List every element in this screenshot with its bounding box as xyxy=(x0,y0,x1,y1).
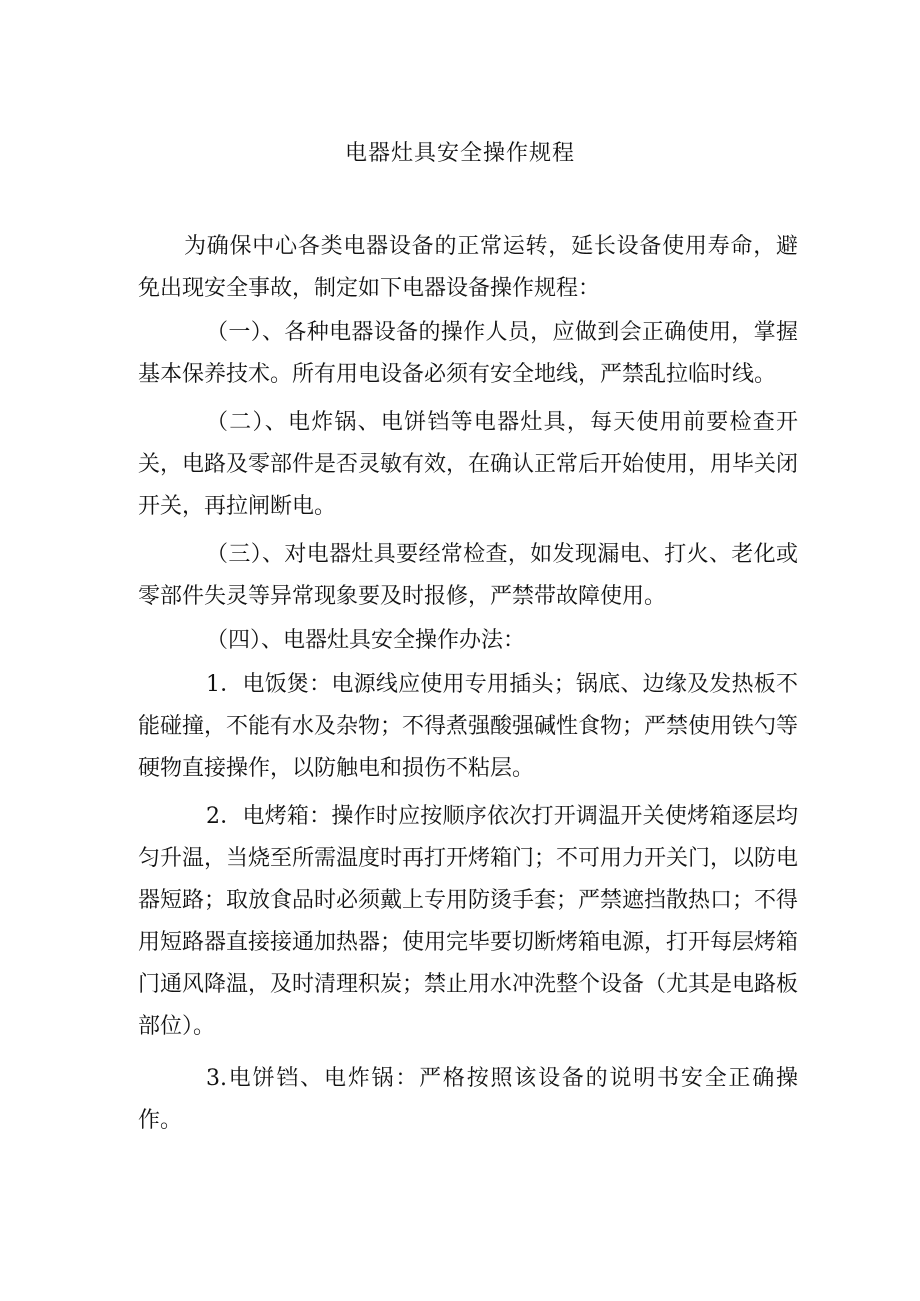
paragraph-section-3: （三）、对电器灶具要经常检查，如发现漏电、打火、老化或零部件失灵等异常现象要及时报修，严禁带故障使用。 xyxy=(138,542,798,609)
paragraph-section-4: （四）、电器灶具安全操作办法： xyxy=(206,628,526,653)
document-title: 电器灶具安全操作规程 xyxy=(344,141,575,166)
paragraph-section-2: （二）、电炸锅、电饼铛等电器灶具，每天使用前要检查开关，电路及零部件是否灵敏有效，在确认正常后开始使用，用毕关闭开关，再拉闸断电。 xyxy=(138,410,799,519)
paragraph-item-rice-cooker: 1．电饭煲：电源线应使用专用插头；锅底、边缘及发热板不能碰撞，不能有水及杂物；不得煮强酸强碱性食物；严禁使用铁勺等硬物直接操作，以防触电和损伤不粘层。 xyxy=(138,672,799,781)
paragraph-item-oven: 2．电烤箱：操作时应按顺序依次打开调温开关使烤箱逐层均匀升温，当烧至所需温度时再打开烤箱门；不可用力开关门，以防电器短路；取放食品时必须戴上专用防烫手套；严禁遮挡散热口；不得用短路器直接接通加热器；使用完毕要切断烤箱电源，打开每层烤箱门通风降温，及时清理积炭；禁止用水冲洗整个设备（尤其是电路板部位）。 xyxy=(138,804,799,1039)
document-body xyxy=(138,226,798,1142)
paragraph-item-griddle-fryer: 3.电饼铛、电炸锅：严格按照该设备的说明书安全正确操作。 xyxy=(138,1066,798,1133)
paragraph-intro: 为确保中心各类电器设备的正常运转，延长设备使用寿命，避免出现安全事故，制定如下电器设备操作规程： xyxy=(138,234,798,301)
paragraph-section-1: （一）、各种电器设备的操作人员，应做到会正确使用，掌握基本保养技术。所有用电设备必须有安全地线，严禁乱拉临时线。 xyxy=(138,320,798,387)
